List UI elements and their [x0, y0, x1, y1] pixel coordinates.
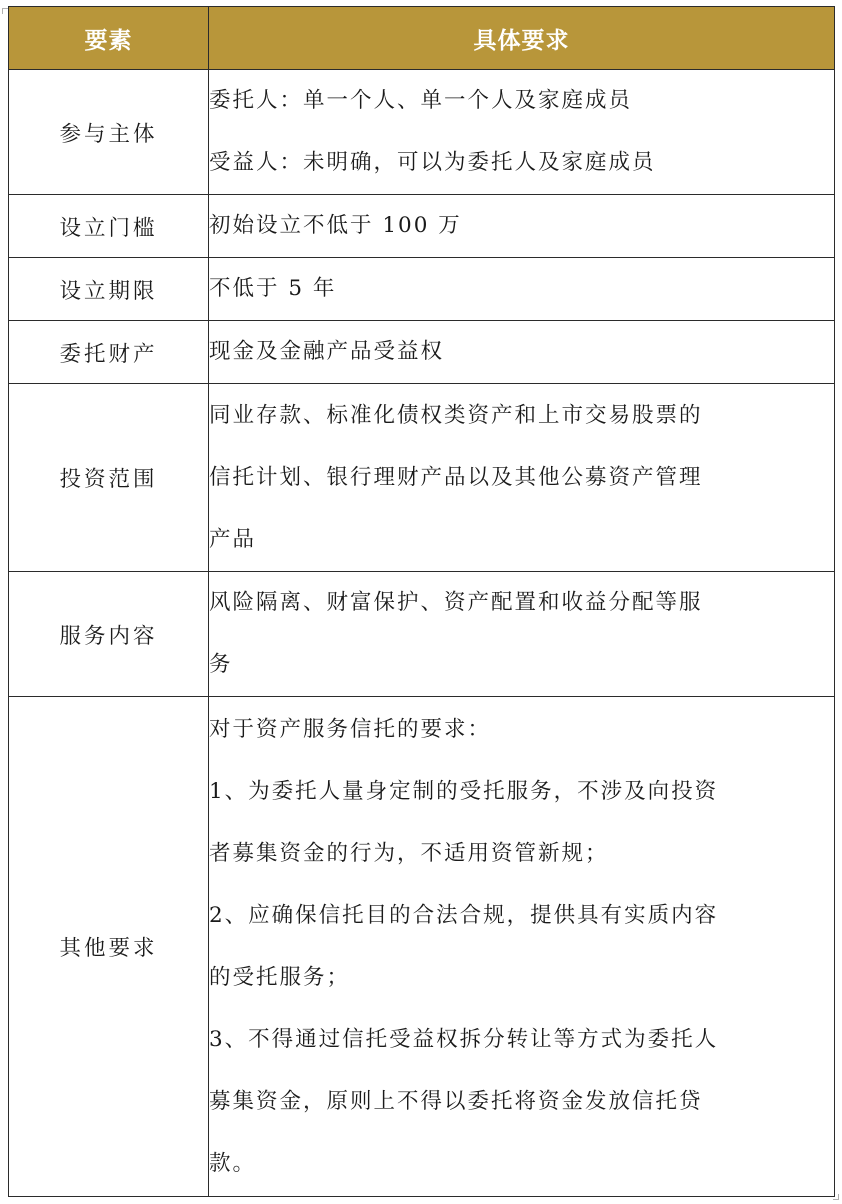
row-content: [209, 384, 835, 572]
table-row: [9, 384, 835, 572]
content-line: 2、应确保信托目的合法合规，提供具有实质内容: [209, 902, 719, 928]
row-content: [209, 572, 835, 697]
content-line: 同业存款、标准化债权类资产和上市交易股票的: [209, 402, 703, 428]
row-content: [209, 70, 835, 195]
content-line: 者募集资金的行为，不适用资管新规；: [209, 840, 609, 866]
table-row: [9, 195, 835, 258]
content-line: 3、不得通过信托受益权拆分转让等方式为委托人: [209, 1026, 719, 1052]
row-content: [209, 697, 835, 1197]
row-label: 参与主体: [9, 70, 209, 195]
content-line: 务: [209, 652, 233, 677]
content-line: 初始设立不低于 100 万: [209, 213, 462, 238]
content-line: 现金及金融产品受益权: [209, 339, 445, 364]
row-label: 设立门槛: [9, 195, 209, 258]
row-label: 服务内容: [9, 572, 209, 697]
content-line: 对于资产服务信托的要求：: [209, 716, 492, 742]
table-row: [9, 258, 835, 321]
content-line: 受益人：未明确，可以为委托人及家庭成员: [209, 150, 656, 175]
content-line: 风险隔离、财富保护、资产配置和收益分配等服: [209, 590, 703, 615]
content-line: 委托人：单一个人、单一个人及家庭成员: [209, 88, 633, 113]
row-label: 投资范围: [9, 384, 209, 572]
row-label: 设立期限: [9, 258, 209, 321]
header-row: [9, 7, 835, 70]
content-line: 产品: [209, 526, 257, 552]
row-label: 委托财产: [9, 321, 209, 384]
content-line: 款。: [209, 1150, 257, 1176]
row-content: [209, 258, 835, 321]
table-row: [9, 321, 835, 384]
content-line: 不低于 5 年: [209, 276, 337, 301]
table-row: [9, 572, 835, 697]
content-line: 信托计划、银行理财产品以及其他公募资产管理: [209, 464, 703, 490]
row-content: [209, 321, 835, 384]
content-line: 募集资金，原则上不得以委托将资金发放信托贷: [209, 1088, 703, 1114]
content-line: 的受托服务；: [209, 964, 351, 990]
row-content: [209, 195, 835, 258]
content-line: 1、为委托人量身定制的受托服务，不涉及向投资: [209, 778, 719, 804]
table-row: [9, 70, 835, 195]
requirements-table: [8, 6, 835, 1197]
header-requirement: 具体要求: [209, 7, 835, 70]
header-element: 要素: [9, 7, 209, 70]
row-label: 其他要求: [9, 697, 209, 1197]
table-row: [9, 697, 835, 1197]
